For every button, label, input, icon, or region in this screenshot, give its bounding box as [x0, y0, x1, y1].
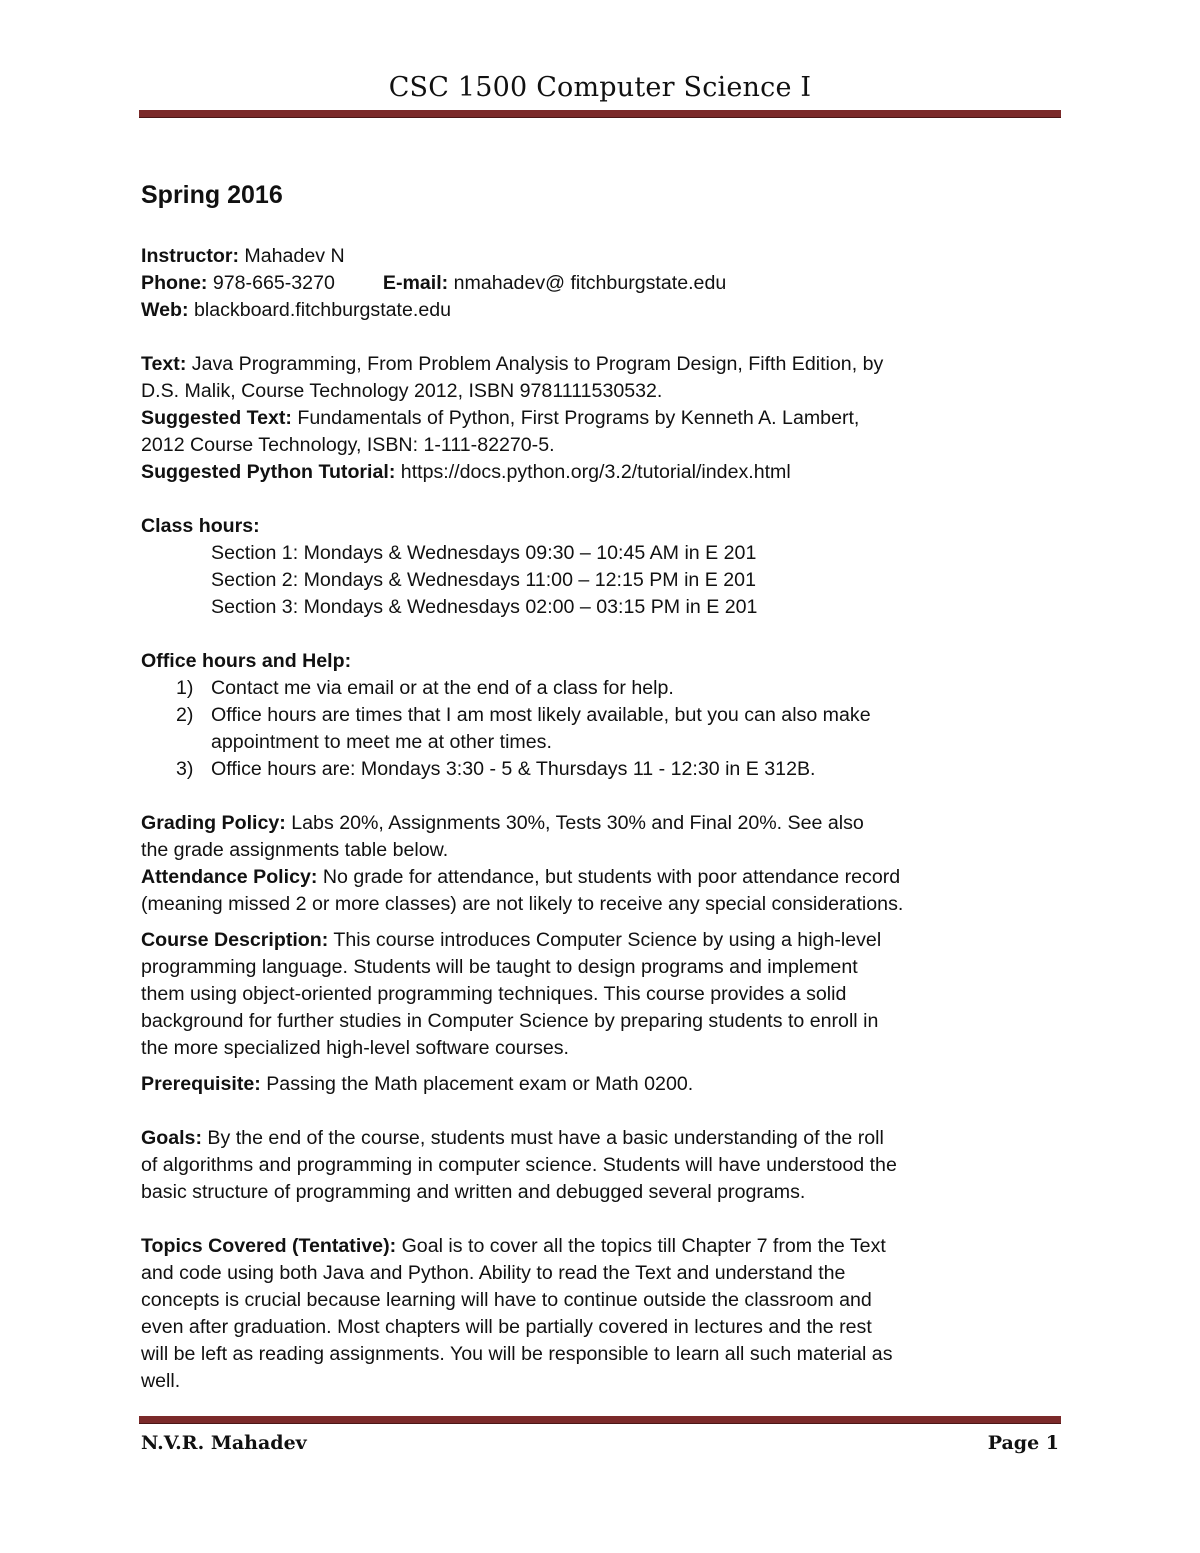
description-line-4: background for further studies in Computer Science by preparing students to enroll in: [141, 1010, 879, 1032]
term-heading: Spring 2016: [141, 181, 283, 209]
text-value-1: Java Programming, From Problem Analysis to Program Design, Fifth Edition, by: [186, 353, 884, 375]
description-line-3: them using object-oriented programming techniques. This course provides a solid: [141, 983, 847, 1005]
topics-line-4: even after graduation. Most chapters will be partially covered in lectures and the rest: [141, 1316, 872, 1338]
suggested-text-line-1: [141, 405, 1066, 432]
description-line-2: programming language. Students will be taught to design programs and implement: [141, 956, 858, 978]
description-line-5: the more specialized high-level software courses.: [141, 1037, 570, 1059]
list-item-text: Office hours are times that I am most likely available, but you can also make: [211, 704, 871, 726]
footer-rule: [139, 1416, 1061, 1424]
header-rule: [139, 110, 1061, 118]
list-number: 1): [176, 677, 194, 699]
list-item: [141, 756, 1066, 783]
topics-line-6: well.: [141, 1370, 181, 1392]
class-section-3: Section 3: Mondays & Wednesdays 02:00 – 03:15 PM in E 201: [211, 596, 758, 618]
grading-value-1: Labs 20%, Assignments 30%, Tests 30% and Final 20%. See also: [285, 812, 864, 834]
text-label: Text:: [141, 353, 187, 375]
grading-line-2: the grade assignments table below.: [141, 839, 449, 861]
list-number: 2): [176, 704, 194, 726]
list-item-text-continued: appointment to meet me at other times.: [211, 731, 552, 753]
attendance-line-1: [141, 864, 1066, 891]
attendance-label: Attendance Policy:: [141, 866, 318, 888]
prerequisite-label: Prerequisite:: [141, 1073, 261, 1095]
office-hours-heading: Office hours and Help:: [141, 650, 352, 672]
list-item: [141, 675, 1066, 702]
list-item-text: Office hours are: Mondays 3:30 - 5 & Thursdays 11 - 12:30 in E 312B.: [211, 758, 816, 780]
python-tutorial-link[interactable]: https://docs.python.org/3.2/tutorial/index.html: [395, 461, 791, 483]
footer-author: N.V.R. Mahadev: [141, 1432, 307, 1454]
python-tutorial-label: Suggested Python Tutorial:: [141, 461, 396, 483]
topics-line-3: concepts is crucial because learning will have to continue outside the classroom and: [141, 1289, 872, 1311]
header-title: CSC 1500 Computer Science I: [388, 72, 812, 103]
topics-value-1: Goal is to cover all the topics till Chapter 7 from the Text: [396, 1235, 886, 1257]
phone-label: Phone:: [141, 272, 208, 294]
class-hours-heading: Class hours:: [141, 515, 260, 537]
topics-label: Topics Covered (Tentative):: [141, 1235, 397, 1257]
grading-label: Grading Policy:: [141, 812, 286, 834]
email-value: nmahadev@ fitchburgstate.edu: [448, 272, 727, 294]
prerequisite-line: [141, 1071, 1066, 1098]
list-item: [141, 702, 1066, 756]
goals-line-2: of algorithms and programming in computer science. Students will have understood the: [141, 1154, 897, 1176]
goals-value-1: By the end of the course, students must have a basic understanding of the roll: [201, 1127, 884, 1149]
class-section-2: Section 2: Mondays & Wednesdays 11:00 – 12:15 PM in E 201: [211, 569, 756, 591]
topics-line-1: [141, 1233, 1066, 1260]
phone-value: 978-665-3270: [207, 272, 335, 294]
grading-line-1: [141, 810, 1066, 837]
suggested-text-value-1: Fundamentals of Python, First Programs by Kenneth A. Lambert,: [291, 407, 860, 429]
list-number: 3): [176, 758, 194, 780]
footer-page-number: Page 1: [987, 1432, 1059, 1454]
web-line: [141, 297, 1066, 324]
text-line-2: D.S. Malik, Course Technology 2012, ISBN 9781111530532.: [141, 380, 663, 402]
description-label: Course Description:: [141, 929, 329, 951]
instructor-line: [141, 243, 1066, 270]
goals-line-3: basic structure of programming and written and debugged several programs.: [141, 1181, 806, 1203]
prerequisite-value: Passing the Math placement exam or Math 0200.: [260, 1073, 694, 1095]
goals-line-1: [141, 1125, 1066, 1152]
goals-label: Goals:: [141, 1127, 202, 1149]
text-line-1: [141, 351, 1066, 378]
attendance-value-1: No grade for attendance, but students with poor attendance record: [317, 866, 901, 888]
list-item-text: Contact me via email or at the end of a class for help.: [211, 677, 674, 699]
topics-line-2: and code using both Java and Python. Ability to read the Text and understand the: [141, 1262, 846, 1284]
instructor-label: Instructor:: [141, 245, 239, 267]
instructor-value: Mahadev N: [238, 245, 345, 267]
description-value-1: This course introduces Computer Science by using a high-level: [328, 929, 882, 951]
document-body: [141, 178, 1066, 1395]
topics-line-5: will be left as reading assignments. You will be responsible to learn all such material as: [141, 1343, 893, 1365]
web-label: Web:: [141, 299, 189, 321]
suggested-text-label: Suggested Text:: [141, 407, 292, 429]
suggested-text-line-2: 2012 Course Technology, ISBN: 1-111-82270-5.: [141, 434, 555, 456]
description-line-1: [141, 927, 1066, 954]
python-tutorial-line: [141, 459, 1066, 486]
web-value: blackboard.fitchburgstate.edu: [188, 299, 452, 321]
phone-email-line: [141, 270, 1066, 297]
email-label: E-mail:: [382, 272, 449, 294]
class-section-1: Section 1: Mondays & Wednesdays 09:30 – 10:45 AM in E 201: [211, 542, 757, 564]
attendance-line-2: (meaning missed 2 or more classes) are not likely to receive any special considerations.: [141, 893, 904, 915]
